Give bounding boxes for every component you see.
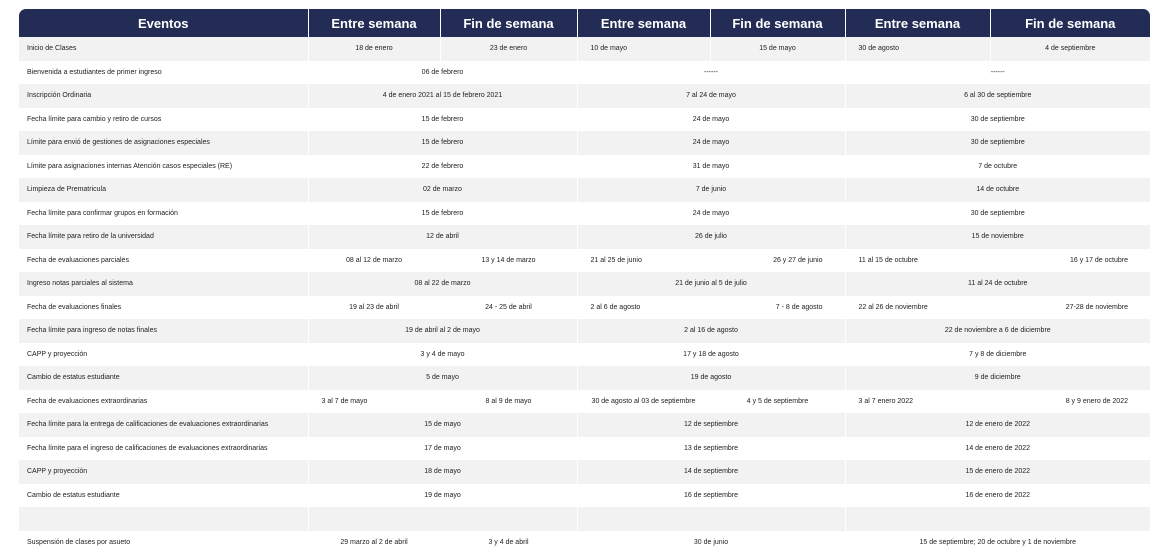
table-cell: 2 al 16 de agosto: [577, 319, 845, 343]
table-cell: 30 de agosto al 03 de septiembre: [577, 390, 710, 414]
event-name: Ingreso notas parciales al sistema: [19, 272, 308, 296]
table-cell: 14 de enero de 2022: [845, 437, 1150, 461]
header-weekend-3: Fin de semana: [990, 9, 1150, 37]
table-cell: 26 de julio: [577, 225, 845, 249]
table-cell: 12 de abril: [308, 225, 577, 249]
header-weekend-1: Fin de semana: [440, 9, 577, 37]
table-row: [19, 178, 1150, 202]
table-cell: 10 de mayo: [577, 37, 710, 61]
table-cell: 17 y 18 de agosto: [577, 343, 845, 367]
table-cell: 15 de enero de 2022: [845, 460, 1150, 484]
table-row: [19, 249, 1150, 273]
table-cell: 3 al 7 enero 2022: [845, 390, 990, 414]
event-name: Fecha límite para la entrega de calificaciones de evaluaciones extraordinarias: [19, 413, 308, 437]
table-cell: 3 y 4 de abril: [440, 531, 577, 554]
table-cell: 30 de agosto: [845, 37, 990, 61]
table-cell: 7 al 24 de mayo: [577, 84, 845, 108]
table-cell: 19 de mayo: [308, 484, 577, 508]
table-cell: 4 y 5 de septiembre: [710, 390, 845, 414]
table-cell: 24 de mayo: [577, 108, 845, 132]
table-cell: 02 de marzo: [308, 178, 577, 202]
table-cell: 13 de septiembre: [577, 437, 845, 461]
table-cell: 16 de enero de 2022: [845, 484, 1150, 508]
event-name: Cambio de estatus estudiante: [19, 484, 308, 508]
header-weekday-2: Entre semana: [577, 9, 710, 37]
header-weekday-1: Entre semana: [308, 9, 440, 37]
table-row: [19, 202, 1150, 226]
table-row: [19, 37, 1150, 61]
table-cell: 15 de febrero: [308, 108, 577, 132]
table-cell: 2 al 6 de agosto: [577, 296, 710, 320]
table-cell: 19 al 23 de abril: [308, 296, 440, 320]
event-name: Límite para asignaciones internas Atención casos especiales (RE): [19, 155, 308, 179]
table-row: [19, 155, 1150, 179]
table-cell: 24 de mayo: [577, 202, 845, 226]
table-cell: 22 de noviembre a 6 de diciembre: [845, 319, 1150, 343]
table-cell: 06 de febrero: [308, 61, 577, 85]
table-cell: 8 al 9 de mayo: [440, 390, 577, 414]
table-row: [19, 390, 1150, 414]
event-name: CAPP y proyección: [19, 460, 308, 484]
table-cell: 26 y 27 de junio: [710, 249, 845, 273]
table-row: [19, 437, 1150, 461]
event-name: Fecha de evaluaciones finales: [19, 296, 308, 320]
event-name: Fecha límite para ingreso de notas finales: [19, 319, 308, 343]
event-name: Fecha límite para el ingreso de calificaciones de evaluaciones extraordinarias: [19, 437, 308, 461]
event-name: Fecha límite para confirmar grupos en formación: [19, 202, 308, 226]
table-row: [19, 319, 1150, 343]
table-cell: 15 de mayo: [308, 413, 577, 437]
table-row: [19, 531, 1150, 554]
table-row: [19, 84, 1150, 108]
event-name: Fecha de evaluaciones extraordinarias: [19, 390, 308, 414]
table-cell: 4 de enero 2021 al 15 de febrero 2021: [308, 84, 577, 108]
table-cell: 17 de mayo: [308, 437, 577, 461]
table-cell: 3 y 4 de mayo: [308, 343, 577, 367]
table-row: [19, 484, 1150, 508]
table-cell: 30 de septiembre: [845, 202, 1150, 226]
table-cell: ------: [577, 61, 845, 85]
table-cell: 27-28 de noviembre: [990, 296, 1150, 320]
table-cell: 3 al 7 de mayo: [308, 390, 440, 414]
table-row: [19, 460, 1150, 484]
table-cell: 24 de mayo: [577, 131, 845, 155]
table-row: [19, 61, 1150, 85]
table-cell: 08 al 12 de marzo: [308, 249, 440, 273]
table-cell: 7 y 8 de diciembre: [845, 343, 1150, 367]
header-weekend-2: Fin de semana: [710, 9, 845, 37]
table-cell: 15 de febrero: [308, 131, 577, 155]
table-cell: 19 de abril al 2 de mayo: [308, 319, 577, 343]
table-cell: 22 de febrero: [308, 155, 577, 179]
table-cell: 16 de septiembre: [577, 484, 845, 508]
table-cell: 11 al 15 de octubre: [845, 249, 990, 273]
table-cell: 12 de enero de 2022: [845, 413, 1150, 437]
table-cell: 21 al 25 de junio: [577, 249, 710, 273]
table-cell: 30 de septiembre: [845, 131, 1150, 155]
table-cell: 15 de febrero: [308, 202, 577, 226]
table-cell: 29 marzo al 2 de abril: [308, 531, 440, 554]
table-cell: 15 de noviembre: [845, 225, 1150, 249]
event-name: Fecha de evaluaciones parciales: [19, 249, 308, 273]
table-cell: 7 - 8 de agosto: [710, 296, 845, 320]
table-cell: 7 de octubre: [845, 155, 1150, 179]
event-name: Inicio de Clases: [19, 37, 308, 61]
table-cell: 15 de septiembre; 20 de octubre y 1 de noviembre: [845, 531, 1150, 554]
table-header-row: [19, 9, 1150, 37]
event-name: Límite para envió de gestiones de asignaciones especiales: [19, 131, 308, 155]
table-row: [19, 507, 1150, 531]
table-cell: 30 de junio: [577, 531, 845, 554]
table-row: [19, 296, 1150, 320]
table-cell: 5 de mayo: [308, 366, 577, 390]
table-row: [19, 343, 1150, 367]
table-cell: 9 de diciembre: [845, 366, 1150, 390]
table-row: [19, 108, 1150, 132]
table-cell: 4 de septiembre: [990, 37, 1150, 61]
event-name: Fecha límite para retiro de la universidad: [19, 225, 308, 249]
event-name: Cambio de estatus estudiante: [19, 366, 308, 390]
table-cell: 19 de agosto: [577, 366, 845, 390]
header-weekday-3: Entre semana: [845, 9, 990, 37]
table-cell: 14 de octubre: [845, 178, 1150, 202]
table-cell: 18 de mayo: [308, 460, 577, 484]
table-cell: 22 al 26 de noviembre: [845, 296, 990, 320]
event-name: Suspensión de clases por asueto: [19, 531, 308, 554]
table-cell: 08 al 22 de marzo: [308, 272, 577, 296]
table-cell: 11 al 24 de octubre: [845, 272, 1150, 296]
table-cell: 14 de septiembre: [577, 460, 845, 484]
table-cell: 13 y 14 de marzo: [440, 249, 577, 273]
table-cell: [577, 507, 845, 531]
table-cell: 24 - 25 de abril: [440, 296, 577, 320]
table-cell: ------: [845, 61, 1150, 85]
table-cell: 18 de enero: [308, 37, 440, 61]
table-cell: 7 de junio: [577, 178, 845, 202]
table-row: [19, 225, 1150, 249]
events-table: [19, 9, 1150, 554]
header-events: Eventos: [19, 9, 308, 37]
table-cell: 15 de mayo: [710, 37, 845, 61]
table-cell: 30 de septiembre: [845, 108, 1150, 132]
table-cell: [308, 507, 577, 531]
table-row: [19, 272, 1150, 296]
table-cell: 6 al 30 de septiembre: [845, 84, 1150, 108]
event-name: CAPP y proyección: [19, 343, 308, 367]
event-name: [19, 507, 308, 531]
event-name: Inscripción Ordinaria: [19, 84, 308, 108]
table-cell: [845, 507, 1150, 531]
event-name: Limpieza de Prematricula: [19, 178, 308, 202]
table-cell: 12 de septiembre: [577, 413, 845, 437]
event-name: Fecha límite para cambio y retiro de cursos: [19, 108, 308, 132]
table-cell: 23 de enero: [440, 37, 577, 61]
table-cell: 8 y 9 enero de 2022: [990, 390, 1150, 414]
table-cell: 31 de mayo: [577, 155, 845, 179]
table-cell: 21 de junio al 5 de julio: [577, 272, 845, 296]
table-row: [19, 413, 1150, 437]
academic-calendar: [19, 9, 1150, 554]
table-cell: 16 y 17 de octubre: [990, 249, 1150, 273]
table-row: [19, 131, 1150, 155]
event-name: Bienvenida a estudiantes de primer ingreso: [19, 61, 308, 85]
table-row: [19, 366, 1150, 390]
